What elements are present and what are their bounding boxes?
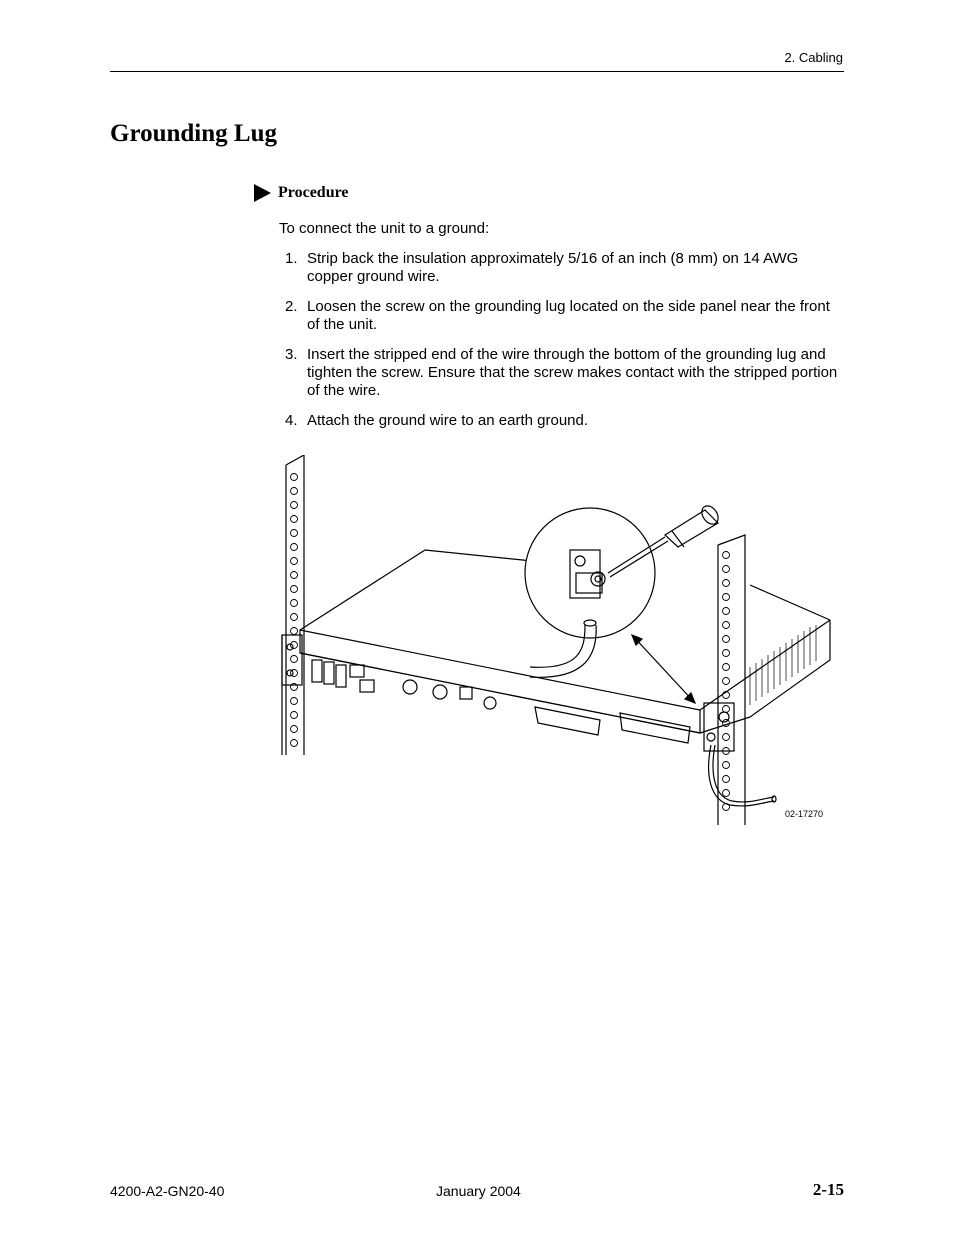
running-header: 2. Cabling [784, 50, 843, 65]
step-item [279, 346, 845, 400]
step-text: Strip back the insulation approximately 5/16 of an inch (8 mm) on 14 AWG copper ground wire. [307, 250, 799, 285]
doc-number: 4200-A2-GN20-40 [110, 1183, 225, 1199]
step-item [279, 412, 845, 430]
header-rule [110, 71, 844, 72]
procedure-intro: To connect the unit to a ground: [279, 220, 490, 237]
left-rail-holes [291, 474, 298, 747]
step-number: 4. [285, 412, 298, 429]
step-text: Attach the ground wire to an earth ground. [307, 412, 589, 429]
left-rack-rail [282, 455, 304, 755]
callout-arrow [632, 635, 695, 703]
grounding-lug-illustration [280, 455, 840, 835]
step-number: 1. [285, 250, 298, 267]
step-item [279, 250, 845, 286]
step-number: 2. [285, 298, 298, 315]
procedure-heading [254, 184, 349, 202]
procedure-steps [279, 250, 845, 442]
step-item [279, 298, 845, 334]
right-rail-holes [723, 552, 730, 811]
doc-date: January 2004 [436, 1183, 521, 1199]
figure-id: 02-17270 [785, 809, 824, 819]
section-title: Grounding Lug [110, 120, 277, 147]
procedure-label: Procedure [278, 184, 349, 201]
detail-magnifier [525, 503, 721, 678]
step-text: Loosen the screw on the grounding lug located on the side panel near the front of the unit. [307, 298, 830, 333]
page-number: 2-15 [812, 1180, 844, 1199]
step-text: Insert the stripped end of the wire through the bottom of the grounding lug and tighten the screw. Ensure that the screw makes contact with the stripped portion of the wire. [307, 346, 838, 399]
step-number: 3. [285, 346, 298, 363]
right-rack-rail [718, 535, 745, 825]
triangle-arrow-icon [254, 184, 271, 202]
